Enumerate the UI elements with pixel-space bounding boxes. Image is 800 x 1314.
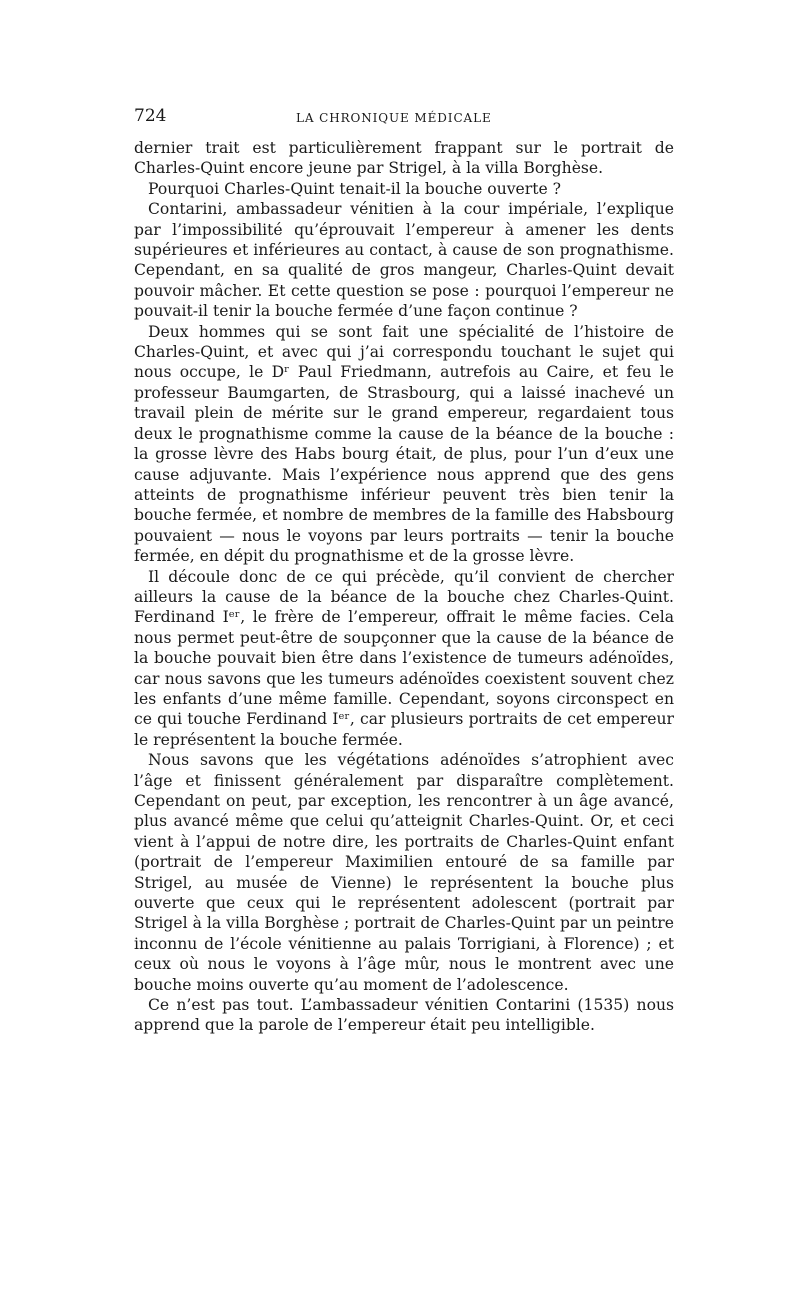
paragraph-adenoids: Nous savons que les végétations adénoïdes s’atrophient avec l’âge et finissent généralement par disparaître complètement. Cependant on peut, par exception, les rencontrer à un âge avancé, plus avancé même que celui qu’atteignit Charles-Quint. Or, et ceci vient à l’appui de notre dire, les portraits de Charles-Quint enfant (portrait de l’empereur Maximilien entouré de sa famille par Strigel, au musée de Vienne) le représentent la bouche plus ouverte que ceux qui le représentent adolescent (portrait par Strigel à la villa Borghèse ; portrait de Charles-Quint par un peintre inconnu de l’école vénitienne au palais Torrigiani, à Florence) ; et ceux où nous le voyons à l’âge mûr, nous le montrent avec une bouche moins ouverte qu’au moment de l’adolescence. (134, 751, 674, 994)
running-header (134, 106, 674, 128)
document-page (134, 106, 674, 1036)
paragraph-ferdinand: Il découle donc de ce qui précède, qu’il convient de chercher ailleurs la cause de la béance de la bouche chez Charles-Quint. Ferdinand Iᵉʳ, le frère de l’empereur, offrait le même facies. Cela nous permet peut-être de soupçonner que la cause de la béance de la bouche pouvait bien être dans l’existence de tumeurs adénoïdes, car nous savons que les tumeurs adénoïdes coexistent souvent chez les enfants d’une même famille. Cependant, soyons circonspect en ce qui touche Ferdinand Iᵉʳ, car plusieurs portraits de cet empereur le représentent la bouche fermée. (134, 567, 674, 749)
paragraph-question: Pourquoi Charles-Quint tenait-il la bouche ouverte ? (148, 179, 562, 198)
paragraph-continuation: dernier trait est particulièrement frappant sur le portrait de Charles-Quint encore jeune par Strigel, à la villa Borghèse. (134, 139, 674, 178)
running-title: LA CHRONIQUE MÉDICALE (296, 111, 492, 125)
paragraph-historians: Deux hommes qui se sont fait une spécialité de l’histoire de Charles-Quint, et avec qui j’ai correspondu touchant le sujet qui nous occupe, le Dʳ Paul Friedmann, autrefois au Caire, et feu le professeur Baumgarten, de Strasbourg, qui a laissé inachevé un travail plein de mérite sur le grand empereur, regardaient tous deux le prognathisme comme la cause de la béance de la bouche : la grosse lèvre des Habs bourg était, de plus, pour l’un d’eux une cause adjuvante. Mais l’expérience nous apprend que des gens atteints de prognathisme inférieur peuvent très bien tenir la bouche fermée, et nombre de membres de la famille des Habsbourg pouvaient — nous le voyons par leurs portraits — tenir la bouche fermée, en dépit du prognathisme et de la grosse lèvre. (134, 322, 674, 566)
paragraph-speech: Ce n’est pas tout. L’ambassadeur vénitien Contarini (1535) nous apprend que la parole de l’empereur était peu intelligible. (134, 996, 674, 1035)
paragraph-contarini: Contarini, ambassadeur vénitien à la cour impériale, l’explique par l’impossibilité qu’éprouvait l’empereur à amener les dents supérieures et inférieures au contact, à cause de son prognathisme. Cependant, en sa qualité de gros mangeur, Charles-Quint devait pouvoir mâcher. Et cette question se pose : pourquoi l’empereur ne pouvait-il tenir la bouche fermée d’une façon continue ? (134, 200, 674, 321)
page-number: 724 (134, 106, 167, 126)
